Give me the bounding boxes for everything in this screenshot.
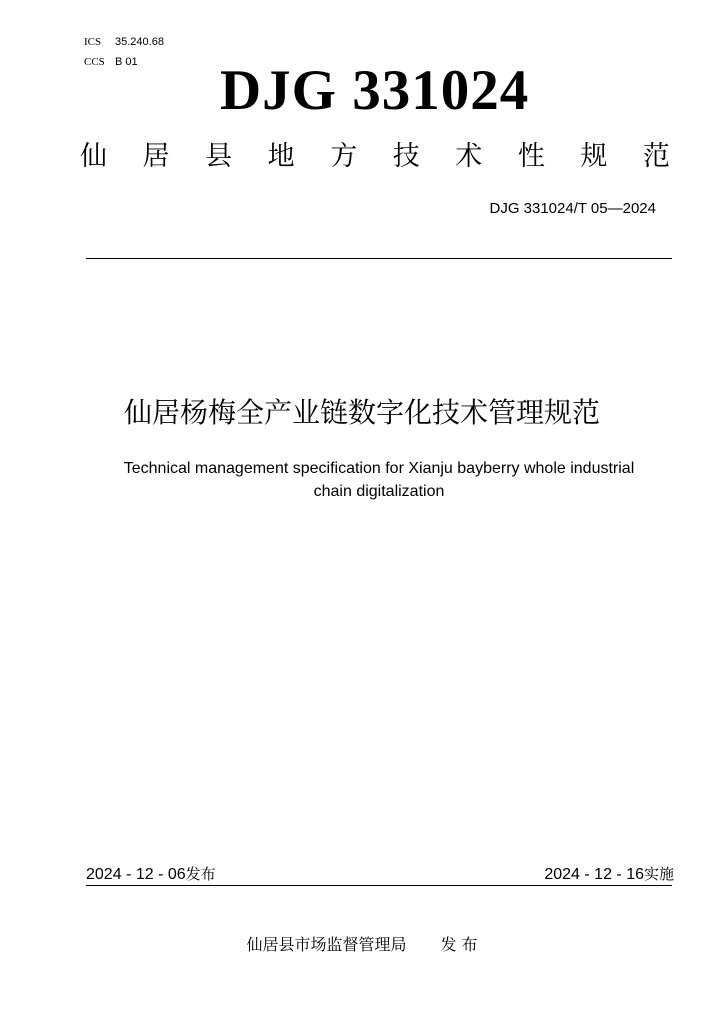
english-title-line-1: Technical management specification for Xianju bayberry whole industrial bbox=[123, 460, 635, 477]
standard-type-char: 性 bbox=[517, 141, 545, 172]
ics-classification bbox=[84, 36, 164, 49]
standard-type-char: 方 bbox=[330, 141, 358, 172]
issue-date bbox=[86, 864, 216, 885]
english-title-line-2: chain digitalization bbox=[313, 483, 445, 500]
standard-type-char: 技 bbox=[392, 141, 420, 172]
document-title-chinese: 仙居杨梅全产业链数字化技术管理规范 bbox=[123, 396, 600, 429]
standard-type-char: 县 bbox=[205, 141, 233, 172]
standard-type-heading bbox=[80, 140, 670, 174]
ccs-classification bbox=[84, 56, 138, 69]
standard-type-char: 地 bbox=[267, 141, 295, 172]
implementation-date bbox=[482, 864, 674, 885]
ccs-value: B 01 bbox=[115, 56, 138, 68]
issue-date-label: 发布 bbox=[185, 865, 216, 883]
ccs-label: CCS bbox=[84, 56, 105, 68]
implementation-date-value: 2024 - 12 - 16 bbox=[544, 866, 644, 883]
bottom-divider bbox=[86, 885, 672, 886]
issuer-name: 仙居县市场监督管理局 bbox=[246, 935, 407, 954]
standard-code-heading: DJG 331024 bbox=[220, 59, 530, 122]
issue-date-value: 2024 - 12 - 06 bbox=[86, 866, 186, 883]
standard-number: DJG 331024/T 05—2024 bbox=[489, 200, 656, 217]
issuing-authority bbox=[0, 934, 724, 956]
implementation-date-label: 实施 bbox=[643, 865, 674, 883]
document-title-english bbox=[70, 457, 688, 503]
issuer-action: 发 布 bbox=[440, 935, 478, 954]
standard-type-char: 居 bbox=[142, 141, 170, 172]
standard-type-char: 规 bbox=[580, 141, 608, 172]
standard-type-char: 范 bbox=[642, 141, 670, 172]
top-divider bbox=[86, 258, 672, 259]
ics-value: 35.240.68 bbox=[115, 36, 164, 48]
standard-type-char: 术 bbox=[455, 141, 483, 172]
ics-label: ICS bbox=[84, 36, 102, 48]
standard-type-char: 仙 bbox=[80, 141, 107, 172]
